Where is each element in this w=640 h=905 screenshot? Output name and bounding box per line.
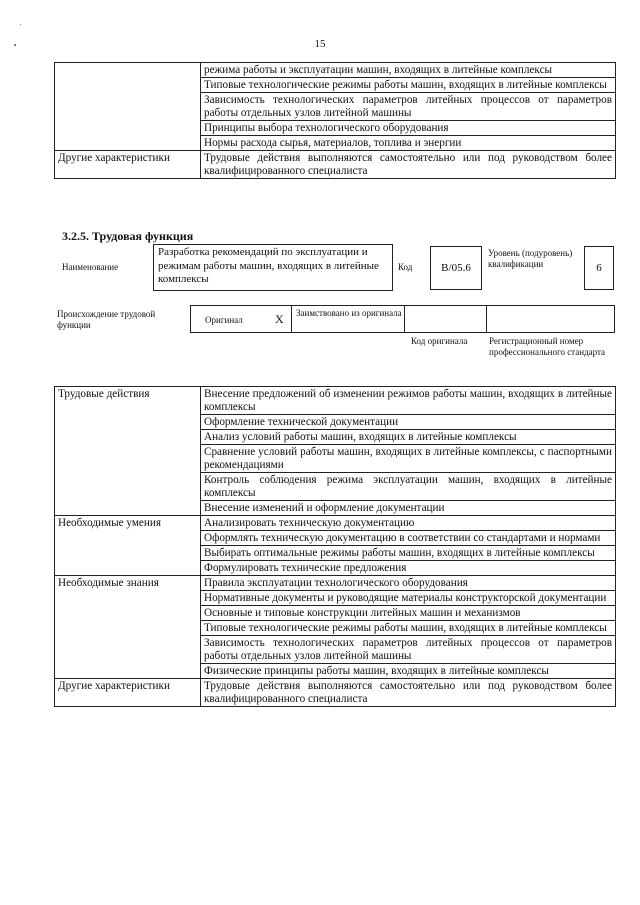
- row-text: Выбирать оптимальные режимы работы машин, входящих в литейные комплексы: [201, 546, 616, 561]
- row-text: Трудовые действия выполняются самостоятельно или под руководством более квалифицированного специалиста: [201, 151, 616, 179]
- row-text: Типовые технологические режимы работы машин, входящих в литейные комплексы: [201, 621, 616, 636]
- scan-speck: [20, 24, 21, 25]
- row-text: Типовые технологические режимы работы машин, входящих в литейные комплексы: [201, 78, 616, 93]
- function-name-box: [153, 244, 393, 291]
- level-box: [584, 246, 614, 290]
- row-text: Зависимость технологических параметров литейных процессов от параметров работы отдельных узлов литейной машины: [201, 636, 616, 664]
- main-table: [54, 386, 616, 707]
- borrowed-label: Заимствовано из оригинала: [296, 308, 402, 318]
- row-text: Формулировать технические предложения: [201, 561, 616, 576]
- origin-table: [190, 305, 615, 333]
- divider: [486, 306, 487, 332]
- name-label: Наименование: [62, 262, 119, 272]
- row-label: [55, 63, 201, 151]
- row-text: Физические принципы работы машин, входящих в литейные комплексы: [201, 664, 616, 679]
- original-mark: X: [275, 312, 284, 326]
- group-label: Другие характеристики: [55, 679, 201, 707]
- row-text: Анализ условий работы машин, входящих в литейные комплексы: [201, 430, 616, 445]
- table-row: [55, 679, 616, 707]
- code-label: Код: [398, 262, 413, 272]
- top-table: [54, 62, 616, 179]
- function-name: Разработка рекомендаций по эксплуатации и режимам работы машин, входящих в литейные комплексы: [158, 246, 379, 285]
- code-box: [430, 246, 482, 290]
- group-label: Трудовые действия: [55, 387, 201, 516]
- row-text: Сравнение условий работы машин, входящих в литейные комплексы, с паспортными рекомендациями: [201, 445, 616, 473]
- row-text: Нормативные документы и руководящие материалы конструкторской документации: [201, 591, 616, 606]
- table-row: [55, 387, 616, 415]
- row-text: Оформление технической документации: [201, 415, 616, 430]
- origin-label: Происхождение трудовой функции: [57, 309, 156, 330]
- row-text: Зависимость технологических параметров литейных процессов от параметров работы отдельных узлов литейной машины: [201, 93, 616, 121]
- row-text: Правила эксплуатации технологического оборудования: [201, 576, 616, 591]
- divider: [404, 306, 405, 332]
- table-row: [55, 63, 616, 78]
- row-text: Принципы выбора технологического оборудования: [201, 121, 616, 136]
- row-text: Трудовые действия выполняются самостоятельно или под руководством более квалифицированного специалиста: [201, 679, 616, 707]
- code-value: B/05.6: [441, 262, 471, 274]
- level-value: 6: [596, 262, 602, 274]
- row-text: режима работы и эксплуатации машин, входящих в литейные комплексы: [201, 63, 616, 78]
- section-heading: 3.2.5. Трудовая функция: [62, 229, 194, 243]
- table-row: [55, 576, 616, 591]
- row-label: Другие характеристики: [55, 151, 201, 179]
- table-row: [55, 151, 616, 179]
- reg-number-caption: Регистрационный номер профессионального стандарта: [489, 336, 606, 357]
- page-number: 15: [314, 38, 326, 50]
- code-original-caption: Код оригинала: [411, 336, 468, 346]
- group-label: Необходимые знания: [55, 576, 201, 679]
- level-label: Уровень (подуровень) квалификации: [488, 248, 573, 269]
- row-text: Анализировать техническую документацию: [201, 516, 616, 531]
- row-text: Контроль соблюдения режима эксплуатации машин, входящих в литейные комплексы: [201, 473, 616, 501]
- group-label: Необходимые умения: [55, 516, 201, 576]
- row-text: Основные и типовые конструкции литейных машин и механизмов: [201, 606, 616, 621]
- original-label: Оригинал: [205, 315, 243, 325]
- table-row: [55, 516, 616, 531]
- row-text: Внесение изменений и оформление документации: [201, 501, 616, 516]
- row-text: Оформлять техническую документацию в соответствии со стандартами и нормами: [201, 531, 616, 546]
- row-text: Нормы расхода сырья, материалов, топлива и энергии: [201, 136, 616, 151]
- row-text: Внесение предложений об изменении режимов работы машин, входящих в литейные комплексы: [201, 387, 616, 415]
- divider: [291, 306, 292, 332]
